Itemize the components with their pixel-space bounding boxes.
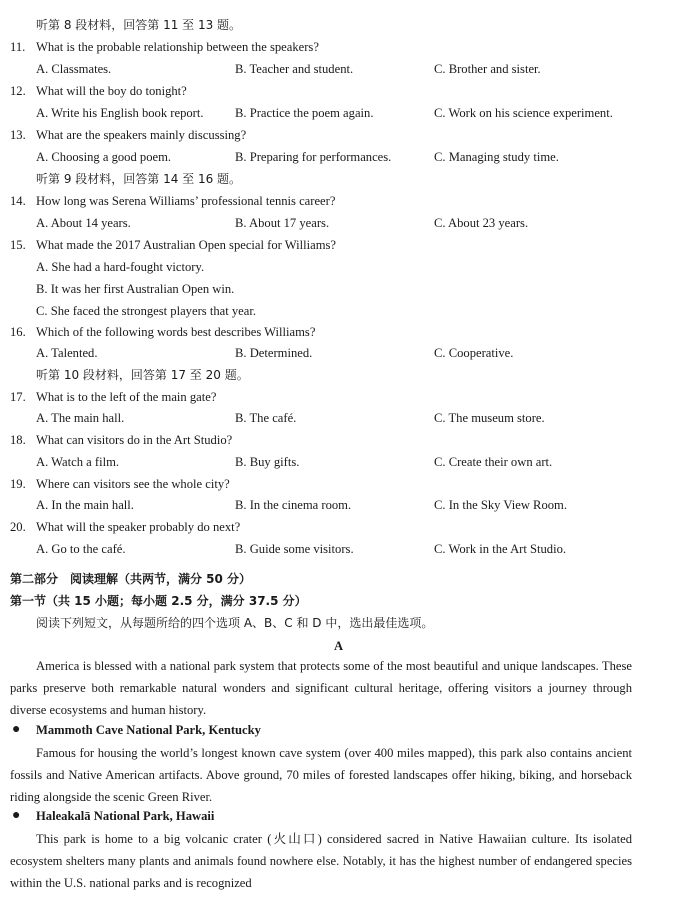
question-row [0, 387, 677, 407]
question-number: 16. [10, 325, 26, 339]
option-a: A. Go to the café. [36, 542, 126, 556]
options-row [0, 213, 677, 233]
question-row [0, 430, 677, 450]
option-b: B. Guide some visitors. [235, 542, 354, 556]
question-number: 11. [10, 40, 26, 54]
park-heading [0, 806, 677, 826]
question-number: 12. [10, 84, 26, 98]
section-heading-line [0, 591, 677, 611]
question-text: What are the speakers mainly discussing? [36, 128, 247, 142]
option-b: B. The café. [235, 411, 297, 425]
option-c: C. Work in the Art Studio. [434, 542, 567, 556]
question-number: 19. [10, 477, 26, 491]
question-row [0, 191, 677, 211]
option-a: A. The main hall. [36, 411, 125, 425]
bullet-icon: ● [12, 722, 21, 737]
options-row [0, 495, 677, 515]
question-text: Where can visitors see the whole city? [36, 477, 230, 491]
option-a: A. Choosing a good poem. [36, 150, 172, 164]
question-text: What can visitors do in the Art Studio? [36, 433, 233, 447]
option-c: C. In the Sky View Room. [434, 498, 567, 512]
listening-instruction: 听第 9 段材料，回答第 14 至 16 题。 [36, 172, 242, 186]
option-c: C. Managing study time. [434, 150, 559, 164]
option-c: C. Work on his science experiment. [434, 106, 613, 120]
question-row [0, 125, 677, 145]
question-number: 15. [10, 238, 26, 252]
option-a: A. Write his English book report. [36, 106, 204, 120]
instruction-line [0, 169, 677, 189]
options-row [0, 408, 677, 428]
question-text: What is the probable relationship between the speakers? [36, 40, 319, 54]
option-b: B. Buy gifts. [235, 455, 300, 469]
option-c: C. Cooperative. [434, 346, 514, 360]
options-row [0, 147, 677, 167]
option-b: B. About 17 years. [235, 216, 330, 230]
part-heading-line [0, 569, 677, 589]
option-a: A. Classmates. [36, 62, 112, 76]
option-a: A. In the main hall. [36, 498, 134, 512]
question-row [0, 517, 677, 537]
question-text: What is to the left of the main gate? [36, 390, 217, 404]
section-heading: 第一节（共 15 小题；每小题 2.5 分，满分 37.5 分） [10, 594, 307, 608]
instruction-line [0, 15, 677, 35]
options-row [0, 257, 677, 277]
option-a: A. Talented. [36, 346, 98, 360]
options-row [0, 539, 677, 559]
passage-label-line [0, 636, 677, 656]
options-row [0, 343, 677, 363]
question-number: 17. [10, 390, 26, 404]
passage-label: A [333, 639, 344, 653]
bullet-icon: ● [12, 808, 21, 823]
question-row [0, 322, 677, 342]
options-row [0, 301, 677, 321]
park-title: Mammoth Cave National Park, Kentucky [36, 723, 261, 737]
park-heading [0, 720, 677, 740]
question-text: What will the speaker probably do next? [36, 520, 241, 534]
park-title: Haleakalā National Park, Hawaii [36, 809, 215, 823]
reading-instruction-line [0, 613, 677, 633]
question-row [0, 37, 677, 57]
part-heading: 第二部分 阅读理解（共两节，满分 50 分） [10, 572, 252, 586]
question-text: Which of the following words best describes Williams? [36, 325, 316, 339]
option-a: A. About 14 years. [36, 216, 131, 230]
option-a: A. She had a hard-fought victory. [36, 260, 205, 274]
option-b: B. Determined. [235, 346, 313, 360]
reading-instruction: 阅读下列短文，从每题所给的四个选项 A、B、C 和 D 中，选出最佳选项。 [36, 616, 434, 630]
question-row [0, 81, 677, 101]
park-description: This park is home to a big volcanic crater (火山口) considered sacred in Native Hawaiian culture. Its isolated ecosystem shelters many plants and animals found nowhere else. Notably, it has the highest number of endangered species within the U.S. national parks and is recognized [10, 832, 632, 890]
option-c: C. About 23 years. [434, 216, 529, 230]
question-text: How long was Serena Williams’ professional tennis career? [36, 194, 336, 208]
options-row [0, 103, 677, 123]
question-number: 18. [10, 433, 26, 447]
option-b: B. Preparing for performances. [235, 150, 392, 164]
option-a: A. Watch a film. [36, 455, 120, 469]
park-description: Famous for housing the world’s longest known cave system (over 400 miles mapped), this park also contains ancient fossils and Native American artifacts. Above ground, 70 miles of forested landscapes offer hiking, biking, and horseback riding alongside the scenic Green River. [10, 746, 632, 804]
option-c: C. Brother and sister. [434, 62, 541, 76]
question-row [0, 235, 677, 255]
listening-instruction: 听第 8 段材料，回答第 11 至 13 题。 [36, 18, 242, 32]
intro-paragraph: America is blessed with a national park system that protects some of the most beautiful and unique landscapes. These parks preserve both remarkable natural wonders and significant cultural heritage, offering visitors a journey through diverse ecosystems and human history. [10, 659, 632, 717]
question-number: 13. [10, 128, 26, 142]
instruction-line [0, 365, 677, 385]
option-b: B. Practice the poem again. [235, 106, 374, 120]
question-number: 20. [10, 520, 26, 534]
option-c: C. The museum store. [434, 411, 545, 425]
option-b: B. Teacher and student. [235, 62, 354, 76]
option-b: B. In the cinema room. [235, 498, 352, 512]
question-row [0, 474, 677, 494]
option-c: C. Create their own art. [434, 455, 553, 469]
question-text: What will the boy do tonight? [36, 84, 187, 98]
options-row [0, 279, 677, 299]
listening-instruction: 听第 10 段材料，回答第 17 至 20 题。 [36, 368, 249, 382]
option-c: C. She faced the strongest players that year. [36, 304, 256, 318]
options-row [0, 59, 677, 79]
question-number: 14. [10, 194, 26, 208]
options-row [0, 452, 677, 472]
question-text: What made the 2017 Australian Open special for Williams? [36, 238, 337, 252]
option-b: B. It was her first Australian Open win. [36, 282, 235, 296]
